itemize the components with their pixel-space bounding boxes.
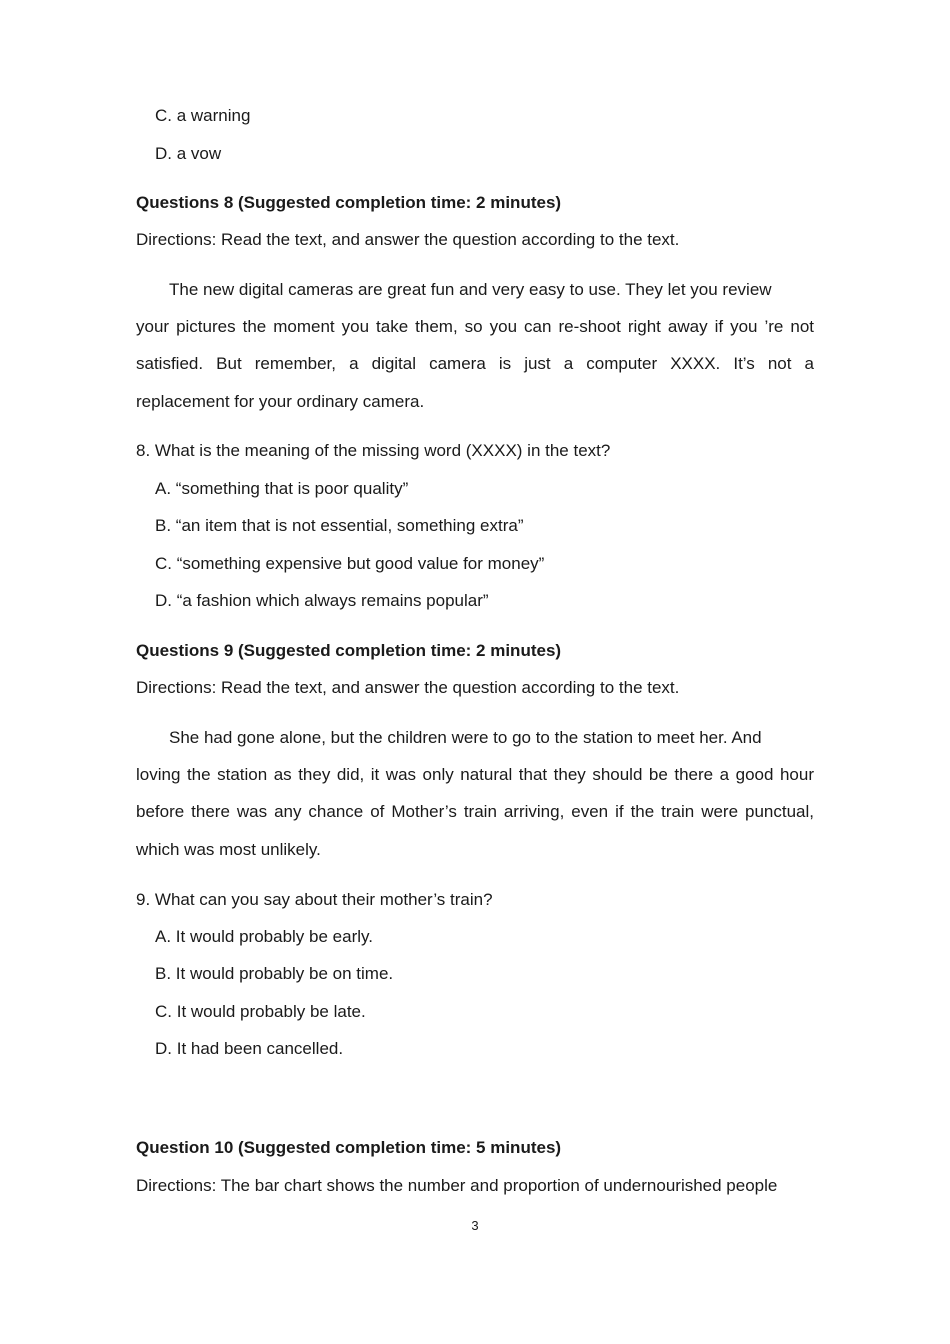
q9-passage-line-3: before there was any chance of Mother’s train arriving, even if the train were punctual, bbox=[136, 802, 814, 821]
q8-heading: Questions 8 (Suggested completion time: 2 minutes) bbox=[136, 193, 562, 212]
q7-option-c: C. a warning bbox=[155, 106, 251, 125]
q9-passage-line-1: She had gone alone, but the children were to go to the station to meet her. And bbox=[169, 728, 762, 747]
q9-option-d: D. It had been cancelled. bbox=[155, 1039, 344, 1058]
q8-directions: Directions: Read the text, and answer the question according to the text. bbox=[136, 230, 680, 249]
q10-directions: Directions: The bar chart shows the number and proportion of undernourished people bbox=[136, 1176, 778, 1195]
q9-option-b: B. It would probably be on time. bbox=[155, 964, 394, 983]
q8-passage-line-1: The new digital cameras are great fun and very easy to use. They let you review bbox=[169, 280, 772, 299]
q9-directions: Directions: Read the text, and answer the question according to the text. bbox=[136, 678, 680, 697]
q8-passage-line-4: replacement for your ordinary camera. bbox=[136, 392, 425, 411]
q9-passage-line-2: loving the station as they did, it was only natural that they should be there a good hour bbox=[136, 765, 814, 784]
q9-heading: Questions 9 (Suggested completion time: 2 minutes) bbox=[136, 641, 562, 660]
q8-option-d: D. “a fashion which always remains popular” bbox=[155, 591, 489, 610]
q10-heading: Question 10 (Suggested completion time: 5 minutes) bbox=[136, 1138, 562, 1157]
page-number: 3 bbox=[471, 1218, 479, 1233]
q9-question: 9. What can you say about their mother’s train? bbox=[136, 890, 493, 909]
q8-option-a: A. “something that is poor quality” bbox=[155, 479, 409, 498]
q9-option-a: A. It would probably be early. bbox=[155, 927, 373, 946]
q8-option-c: C. “something expensive but good value for money” bbox=[155, 554, 545, 573]
q8-question: 8. What is the meaning of the missing word (XXXX) in the text? bbox=[136, 441, 611, 460]
q9-option-c: C. It would probably be late. bbox=[155, 1002, 366, 1021]
q7-option-d: D. a vow bbox=[155, 144, 222, 163]
q8-passage-line-3: satisfied. But remember, a digital camera is just a computer XXXX. It’s not a bbox=[136, 354, 814, 373]
q9-passage-line-4: which was most unlikely. bbox=[136, 840, 321, 859]
q8-passage-line-2: your pictures the moment you take them, so you can re-shoot right away if you ’re not bbox=[136, 317, 814, 336]
q8-option-b: B. “an item that is not essential, something extra” bbox=[155, 516, 524, 535]
